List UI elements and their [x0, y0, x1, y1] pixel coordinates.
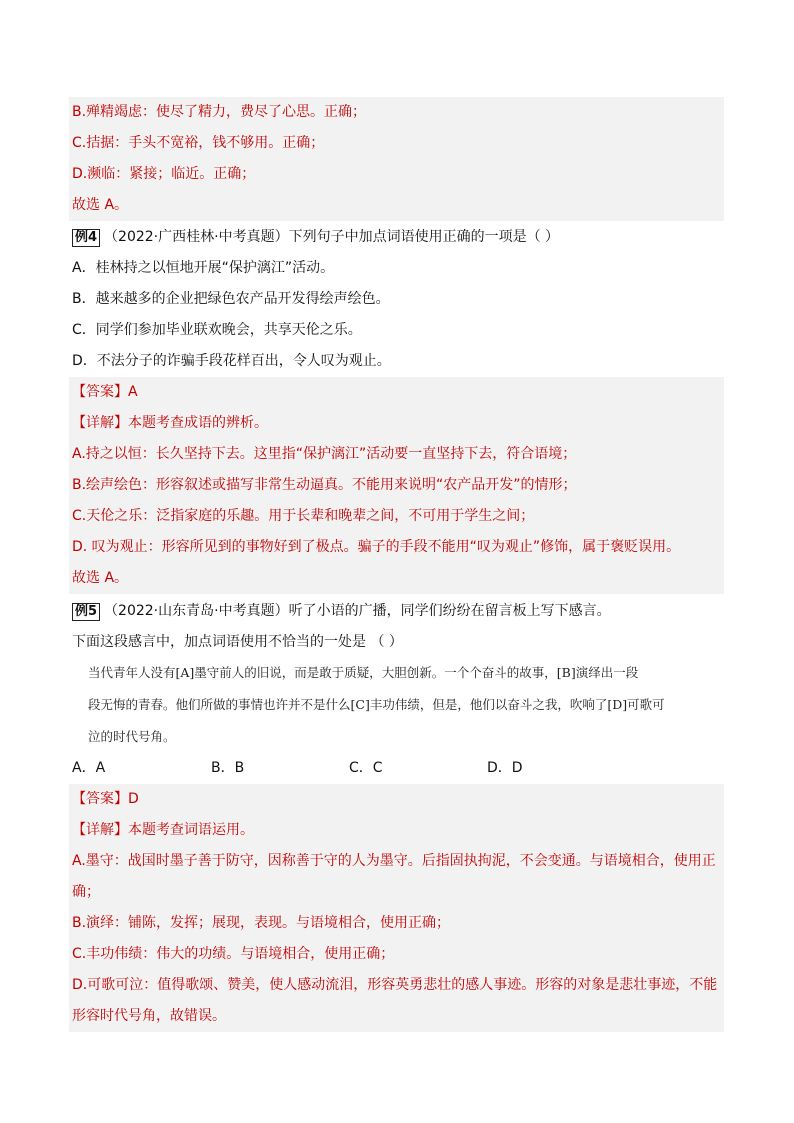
option-a: A．桂林持之以恒地开展“保护漓江”活动。 — [72, 260, 335, 276]
example-tag: 例4 — [72, 229, 100, 247]
option-c: C．C — [349, 760, 383, 776]
analysis-line: C.天伦之乐：泛指家庭的乐趣。用于长辈和晚辈之间，不可用于学生之间； — [72, 508, 535, 524]
analysis-line: 形容时代号角，故错误。 — [72, 1008, 226, 1024]
analysis-line: C.丰功伟绩：伟大的功绩。与语境相合，使用正确； — [72, 946, 395, 962]
example-5-answer-block — [69, 784, 724, 1032]
analysis-line: D. 叹为观止：形容所见到的事物好到了极点。骗子的手段不能用“叹为观止”修饰，属于褒贬误用。 — [72, 539, 681, 555]
option-c: C．同学们参加毕业联欢晚会，共享天伦之乐。 — [72, 322, 362, 338]
prev-explanation-block — [69, 97, 724, 221]
passage-line: 段无悔的青春。他们所做的事情也许并不是什么[C]丰功伟绩，但是，他们以奋斗之我，吹响了[D]可歌可 — [88, 697, 665, 712]
analysis-line: A.持之以恒：长久坚持下去。这里指“保护漓江”活动要一直坚持下去，符合语境； — [72, 446, 577, 462]
analysis-line: B.演绎：铺陈，发挥；展现，表现。与语境相合，使用正确； — [72, 915, 451, 931]
example-5-options — [69, 753, 724, 784]
detail-label: 【详解】本题考查成语的辨析。 — [72, 415, 268, 431]
question-text-2: 下面这段感言中，加点词语使用不恰当的一处是 （ ） — [72, 634, 403, 650]
option-b: B．B — [211, 760, 245, 776]
passage — [88, 657, 722, 753]
explanation-line: D.濒临：紧接；临近。正确； — [72, 166, 256, 182]
passage-line: 当代青年人没有[A]墨守前人的旧说，而是敢于质疑，大胆创新。一个个奋斗的故事，[B]演绎出一段 — [88, 665, 639, 680]
analysis-line: 确； — [72, 884, 100, 900]
example-5-question — [69, 596, 724, 658]
explanation-line: C.拮据：手头不宽裕，钱不够用。正确； — [72, 135, 325, 151]
question-text: （2022·山东青岛·中考真题）听了小语的广播，同学们纷纷在留言板上写下感言。 — [104, 603, 611, 619]
answer-label: 【答案】D — [72, 791, 139, 807]
example-4-answer-block — [69, 377, 724, 594]
passage-line: 泣的时代号角。 — [88, 729, 176, 744]
option-d: D．不法分子的诈骗手段花样百出，令人叹为观止。 — [72, 353, 391, 369]
explanation-line: B.殚精竭虑：使尽了精力，费尽了心思。正确； — [72, 104, 367, 120]
detail-label: 【详解】本题考查词语运用。 — [72, 822, 254, 838]
example-4-question — [69, 222, 724, 377]
option-b: B．越来越多的企业把绿色农产品开发得绘声绘色。 — [72, 291, 390, 307]
option-a: A．A — [72, 760, 106, 776]
conclusion-line: 故选 A。 — [72, 570, 129, 586]
analysis-line: A.墨守：战国时墨子善于防守，因称善于守的人为墨守。后指固执拘泥，不会变通。与语境相合，使用正 — [72, 853, 716, 869]
analysis-line: D.可歌可泣：值得歌颂、赞美，使人感动流泪，形容英勇悲壮的感人事迹。形容的对象是悲壮事迹，不能 — [72, 977, 718, 993]
option-d: D．D — [487, 760, 523, 776]
analysis-line: B.绘声绘色：形容叙述或描写非常生动逼真。不能用来说明“农产品开发”的情形； — [72, 477, 577, 493]
conclusion-line: 故选 A。 — [72, 197, 129, 213]
example-tag: 例5 — [72, 603, 100, 621]
answer-label: 【答案】A — [72, 384, 138, 400]
question-text: （2022·广西桂林·中考真题）下列句子中加点词语使用正确的一项是（ ） — [104, 229, 560, 245]
